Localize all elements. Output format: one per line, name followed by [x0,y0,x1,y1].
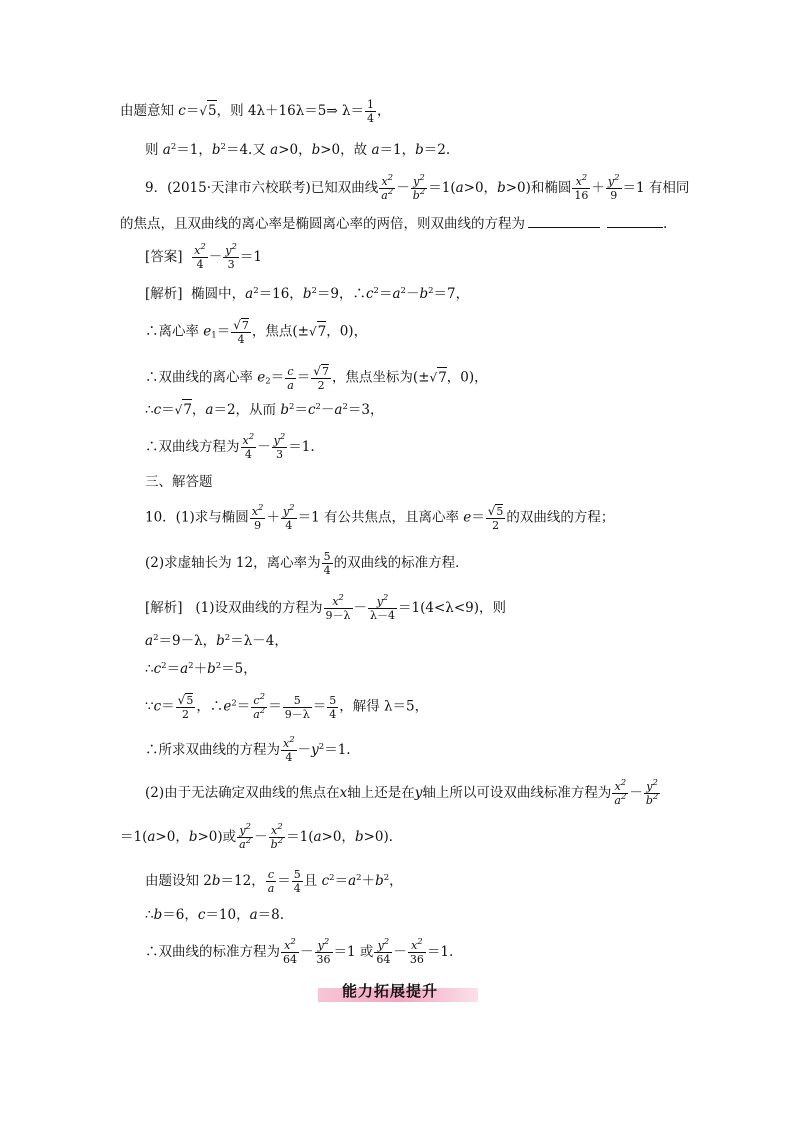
solution-10-line-1: [解析] (1)设双曲线的方程为 $\frac{x^2}{9-\lambda}$ － $\frac{y^2}{\lambda-4}$ ＝1(4<λ<9)，则 [145,593,506,622]
answer-blank [528,215,600,228]
question-10-part-2: (2)求虚轴长为 12，离心率为 $\frac{5}{4}$ 的双曲线的标准方程． [145,550,469,577]
analysis-line-2: ∴离心率 $e_1=$ $\frac{√7}{4}$ ，焦点(±√7，0)， [145,318,368,346]
solution-line-1: 由题意知 c＝√5，则 4λ＋16λ＝5⇒ λ＝ $\frac{1}{4}$ ， [120,98,391,125]
question-9-text: 的焦点，且双曲线的离心率是椭圆离心率的两倍，则双曲线的方程为 [120,216,525,232]
section-banner [318,980,478,1004]
analysis-line-3: ∴双曲线的离心率 $e_2=$ $\frac{c}{a}$ ＝ $\frac{√7}{2}$ ，焦点坐标为(±√7，0)， [145,364,488,392]
solution-10-line-7: ＝1(a>0，b>0)或 $\frac{y^2}{a^2}$ － $\frac{x^2}{b^2}$ ＝1(a>0，b>0)． [120,822,403,851]
question-9-line-2: 的焦点，且双曲线的离心率是椭圆离心率的两倍，则双曲线的方程为 . [120,216,668,232]
answer-line: [答案] $\frac{x^2}{4}$ － $\frac{y^2}{3}$ ＝1 [145,242,263,271]
section-heading: 三、解答题 [145,474,213,490]
solution-10-line-5: ∴所求双曲线的方程为 $\frac{x^2}{4}$ $-y^2=1$. [145,735,351,764]
solution-10-line-10: ∴双曲线的标准方程为 $\frac{x^2}{64}$ － $\frac{y^2}{36}$ ＝1 或 $\frac{y^2}{64}$ － $\frac{x^2}{36}$ ＝1. [145,937,454,966]
analysis-label: [解析] [145,286,183,302]
solution-10-line-2: $a^2=9-\lambda$，$b^2=\lambda-4$， [145,633,288,649]
analysis-line-4: ∴c＝√7，a＝2，从而 $b^2=c^2-a^2=3$， [145,399,384,420]
solution-10-line-8: 由题设知 2b＝12， $\frac{c}{a}$ ＝ $\frac{5}{4}$ 且 $c^2=a^2+b^2$， [145,868,403,895]
solution-line-2: 则 $a^2=1$，$b^2=4$.又 a>0，b>0，故 a＝1，b＝2. [145,142,451,158]
solution-10-line-3: $\therefore c^2=a^2+b^2=5$， [145,661,257,677]
solution-10-line-9: ∴b＝6，c＝10，a＝8. [145,907,285,923]
analysis-line-1: [解析] 椭圆中，$a^2=16$，$b^2=9$，$\therefore c^2=a^2-b^2=7$， [145,286,470,302]
question-10-part-1: 10．(1)求与椭圆 $\frac{x^2}{9}$ ＋ $\frac{y^2}{4}$ ＝1 有公共焦点，且离心率 e＝ $\frac{√5}{2}$ 的双曲线的方程； [145,502,615,532]
solution-10-line-6: (2)由于无法确定双曲线的焦点在x轴上还是在y轴上所以可设双曲线标准方程为 $\frac{x^2}{a^2}$ － $\frac{y^2}{b^2}$ [145,778,659,807]
answer-label: [答案] [145,249,183,265]
answer-blank-2 [607,215,663,228]
banner-title: 能力拓展提升 [342,982,439,1000]
analysis-line-5: ∴双曲线方程为 $\frac{x^2}{4}$ － $\frac{y^2}{3}$ ＝1. [145,432,315,461]
question-9-line-1: 9．(2015·天津市六校联考)已知双曲线 $\frac{x^2}{a^2}$ － $\frac{y^2}{b^2}$ ＝1(a>0，b>0)和椭圆 $\frac{x^2}{16}$ ＋ $\frac{y^2}{9}$ ＝1 有相同 [145,173,690,202]
solution-10-line-4: ∵c＝ $\frac{√5}{2}$ ，$\therefore e^2=$ $\frac{c^2}{a^2}$ ＝ $\frac{5}{9-\lambda}$ ＝ $\frac{5}{4}$ ，解得 λ＝5， [145,691,429,721]
